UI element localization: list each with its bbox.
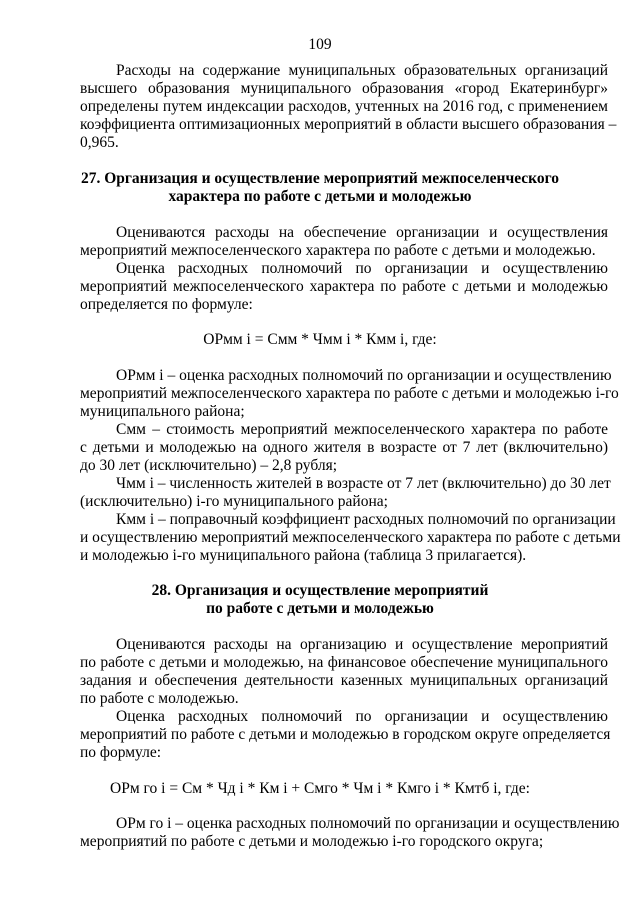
s28-p1-line-4: по работе с молодежью.: [80, 690, 239, 707]
s28-p2-line-2: мероприятий по работе с детьми и молодежью в городском округе определяется: [80, 726, 611, 743]
s27-def2-line-1: Смм – стоимость мероприятий межпоселенческого характера по работе: [116, 421, 608, 438]
section-28-heading-line-1: 28. Организация и осуществление мероприятий: [151, 582, 489, 599]
s28-p2-line-1: Оценка расходных полномочий по организации и осуществлению: [116, 708, 608, 725]
s27-def4-line-2: и осуществлению мероприятий межпоселенческого характера по работе с детьми: [80, 529, 621, 546]
s27-def1-line-3: муниципального района;: [80, 403, 245, 420]
s27-p2-line-1: Оценка расходных полномочий по организации и осуществлению: [116, 260, 608, 277]
s28-formula: ОРм го i = См * Чд i * Км i + Смго * Чм i * Кмго i * Кмтб i, где:: [110, 780, 530, 797]
s27-def1-line-1: ОРмм i – оценка расходных полномочий по организации и осуществлению: [116, 367, 612, 384]
s27-def1-line-2: мероприятий межпоселенческого характера по работе с детьми и молодежью i-го: [80, 385, 619, 402]
s28-p1-line-3: задания и обеспечения деятельности казенных муниципальных организаций: [80, 672, 608, 689]
s27-p2-line-3: определяется по формуле:: [80, 296, 253, 313]
s27-def4-line-1: Кмм i – поправочный коэффициент расходных полномочий по организации: [116, 511, 616, 528]
s27-def4-line-3: и молодежью i-го муниципального района (таблица 3 прилагается).: [80, 547, 527, 564]
intro-line-4: коэффициента оптимизационных мероприятий в области высшего образования –: [80, 116, 617, 133]
intro-line-5: 0,965.: [80, 134, 119, 151]
s28-p2-line-3: по формуле:: [80, 744, 162, 761]
s27-def2-line-3: до 30 лет (исключительно) – 2,8 рубля;: [80, 457, 338, 474]
section-27-heading-line-1: 27. Организация и осуществление мероприятий межпоселенческого: [80, 170, 560, 187]
s27-def2-line-2: с детьми и молодежью на одного жителя в возрасте от 7 лет (включительно): [80, 439, 608, 456]
s27-def3-line-2: (исключительно) i-го муниципального района;: [80, 493, 388, 510]
s27-formula: ОРмм i = Смм * Чмм i * Кмм i, где:: [203, 331, 437, 348]
intro-line-1: Расходы на содержание муниципальных образовательных организаций: [116, 62, 608, 79]
section-28-heading-line-2: по работе с детьми и молодежью: [206, 600, 434, 617]
section-27-heading-line-2: характера по работе с детьми и молодежью: [168, 188, 472, 205]
s27-p2-line-2: мероприятий межпоселенческого характера по работе с детьми и молодежью: [80, 278, 608, 295]
s27-p1-line-2: мероприятий межпоселенческого характера по работе с детьми и молодежью.: [80, 242, 596, 259]
s28-p1-line-1: Оцениваются расходы на организацию и осуществление мероприятий: [116, 636, 608, 653]
s28-def1-line-2: мероприятий по работе с детьми и молодежью i-го городского округа;: [80, 833, 544, 850]
intro-line-3: определены путем индексации расходов, учтенных на 2016 год, с применением: [80, 98, 608, 115]
s28-def1-line-1: ОРм го i – оценка расходных полномочий по организации и осуществлению: [116, 815, 620, 832]
s28-p1-line-2: по работе с детьми и молодежью, на финансовое обеспечение муниципального: [80, 654, 608, 671]
intro-line-2: высшего образования муниципального образования «город Екатеринбург»: [80, 80, 608, 97]
page-number: 109: [308, 36, 332, 53]
s27-def3-line-1: Чмм i – численность жителей в возрасте от 7 лет (включительно) до 30 лет: [116, 475, 611, 492]
s27-p1-line-1: Оцениваются расходы на обеспечение организации и осуществления: [116, 224, 608, 241]
